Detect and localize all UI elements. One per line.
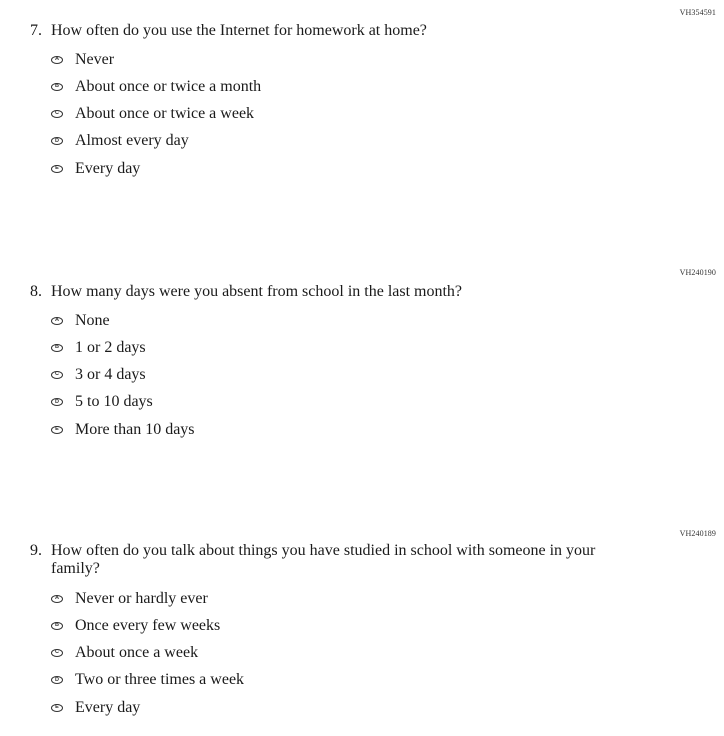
answer-option-e[interactable] <box>50 694 244 721</box>
option-label: More than 10 days <box>75 420 195 438</box>
radio-bubble-icon[interactable]: E <box>51 165 63 173</box>
question-id: VH240189 <box>679 529 716 538</box>
option-label: Never <box>75 50 115 68</box>
radio-bubble-icon[interactable]: B <box>51 344 63 352</box>
option-label: About once or twice a week <box>75 105 255 123</box>
answer-option-b[interactable] <box>50 334 195 361</box>
question-stem <box>30 22 610 40</box>
radio-bubble-icon[interactable]: E <box>51 704 63 712</box>
answer-options <box>50 585 244 721</box>
answer-option-d[interactable] <box>50 389 195 416</box>
radio-bubble-icon[interactable]: B <box>51 622 63 630</box>
question-number: 8. <box>30 283 42 300</box>
answer-option-e[interactable] <box>50 416 195 443</box>
question-text: How many days were you absent from school in the last month? <box>51 283 463 300</box>
question-number: 9. <box>30 542 42 559</box>
radio-bubble-icon[interactable]: D <box>51 137 63 145</box>
question-number: 7. <box>30 22 42 39</box>
answer-option-b[interactable] <box>50 612 244 639</box>
radio-bubble-icon[interactable]: A <box>51 317 63 325</box>
answer-option-c[interactable] <box>50 640 244 667</box>
option-label: 5 to 10 days <box>75 393 153 411</box>
answer-option-a[interactable] <box>50 585 244 612</box>
option-label: Once every few weeks <box>75 616 221 634</box>
option-label: About once or twice a month <box>75 77 262 95</box>
radio-bubble-icon[interactable]: D <box>51 676 63 684</box>
question-text: How often do you use the Internet for homework at home? <box>51 22 427 39</box>
option-label: About once a week <box>75 644 199 662</box>
option-label: Never or hardly ever <box>75 589 208 607</box>
option-label: Every day <box>75 698 141 716</box>
question-id: VH240190 <box>679 268 716 277</box>
question-stem <box>30 283 610 301</box>
radio-bubble-icon[interactable]: D <box>51 398 63 406</box>
radio-bubble-icon[interactable]: C <box>51 371 63 379</box>
answer-options <box>50 46 261 182</box>
radio-bubble-icon[interactable]: C <box>51 110 63 118</box>
question-id: VH354591 <box>679 8 716 17</box>
option-label: Every day <box>75 159 141 177</box>
answer-option-b[interactable] <box>50 73 261 100</box>
question-text: How often do you talk about things you have studied in school with someone in your family? <box>51 542 596 577</box>
answer-options <box>50 307 195 443</box>
radio-bubble-icon[interactable]: B <box>51 83 63 91</box>
option-label: 1 or 2 days <box>75 338 146 356</box>
answer-option-c[interactable] <box>50 101 261 128</box>
radio-bubble-icon[interactable]: A <box>51 56 63 64</box>
answer-option-d[interactable] <box>50 667 244 694</box>
answer-option-a[interactable] <box>50 46 261 73</box>
answer-option-d[interactable] <box>50 128 261 155</box>
option-label: 3 or 4 days <box>75 366 146 384</box>
answer-option-e[interactable] <box>50 155 261 182</box>
answer-option-c[interactable] <box>50 362 195 389</box>
radio-bubble-icon[interactable]: E <box>51 426 63 434</box>
radio-bubble-icon[interactable]: C <box>51 649 63 657</box>
option-label: Two or three times a week <box>75 671 245 689</box>
option-label: Almost every day <box>75 132 189 150</box>
question-stem <box>30 542 610 578</box>
answer-option-a[interactable] <box>50 307 195 334</box>
option-label: None <box>75 311 110 329</box>
radio-bubble-icon[interactable]: A <box>51 595 63 603</box>
